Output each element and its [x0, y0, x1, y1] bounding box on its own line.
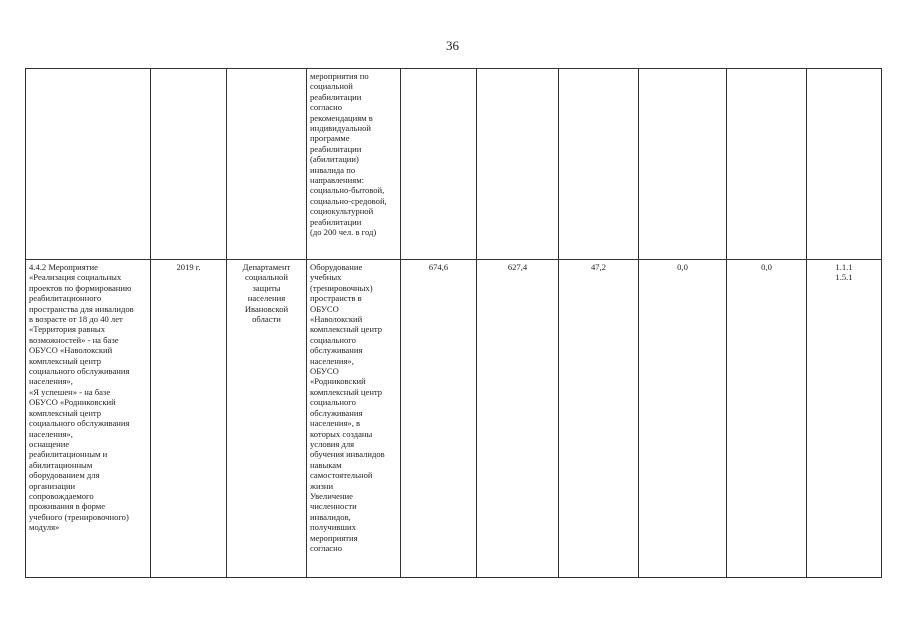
cell-activity-name — [26, 69, 151, 260]
table-row — [26, 69, 882, 260]
cell-expected-result: Оборудование учебных (тренировочных) пространств в ОБУСО «Наволокский комплексный центр социального обслуживания населения», ОБУСО «Родниковский комплексный центр социального обслуживания населения», в которых созданы условия для обучения инвалидов навыкам самостоятельной жизни Увеличение численности инвалидов, получивших мероприятия согласно — [307, 260, 401, 578]
cell-municipal — [639, 69, 727, 260]
cell-other: 0,0 — [727, 260, 807, 578]
program-table — [25, 68, 882, 578]
cell-responsible: Департамент социальной защиты населения Ивановской области — [227, 260, 307, 578]
cell-activity-name: 4.4.2 Мероприятие «Реализация социальных проектов по формированию реабилитационного пространства для инвалидов в возрасте от 18 до 40 лет «Территория равных возможностей» - на базе ОБУСО «Наволокский комплексный центр социального обслуживания населения», «Я успешен» - на базе ОБУСО «Родниковский комплексный центр социального обслуживания населения», оснащение реабилитационным и абилитационным оборудованием для организации сопровождаемого проживания в форме учебного (тренировочного) модуля» — [26, 260, 151, 578]
cell-regional — [559, 69, 639, 260]
cell-period — [151, 69, 227, 260]
cell-indicators — [807, 69, 882, 260]
cell-total — [401, 69, 477, 260]
cell-federal — [477, 69, 559, 260]
cell-regional: 47,2 — [559, 260, 639, 578]
cell-expected-result: мероприятия по социальной реабилитации согласно рекомендациям в индивидуальной программе реабилитации (абилитации) инвалида по направлениям: социально-бытовой, социально-средовой, социокультурной реабилитации (до 200 чел. в год) — [307, 69, 401, 260]
page-number: 36 — [446, 38, 459, 53]
cell-federal: 627,4 — [477, 260, 559, 578]
cell-total: 674,6 — [401, 260, 477, 578]
cell-responsible — [227, 69, 307, 260]
cell-period: 2019 г. — [151, 260, 227, 578]
table-row — [26, 260, 882, 578]
cell-indicators: 1.1.1 1.5.1 — [807, 260, 882, 578]
cell-other — [727, 69, 807, 260]
cell-municipal: 0,0 — [639, 260, 727, 578]
